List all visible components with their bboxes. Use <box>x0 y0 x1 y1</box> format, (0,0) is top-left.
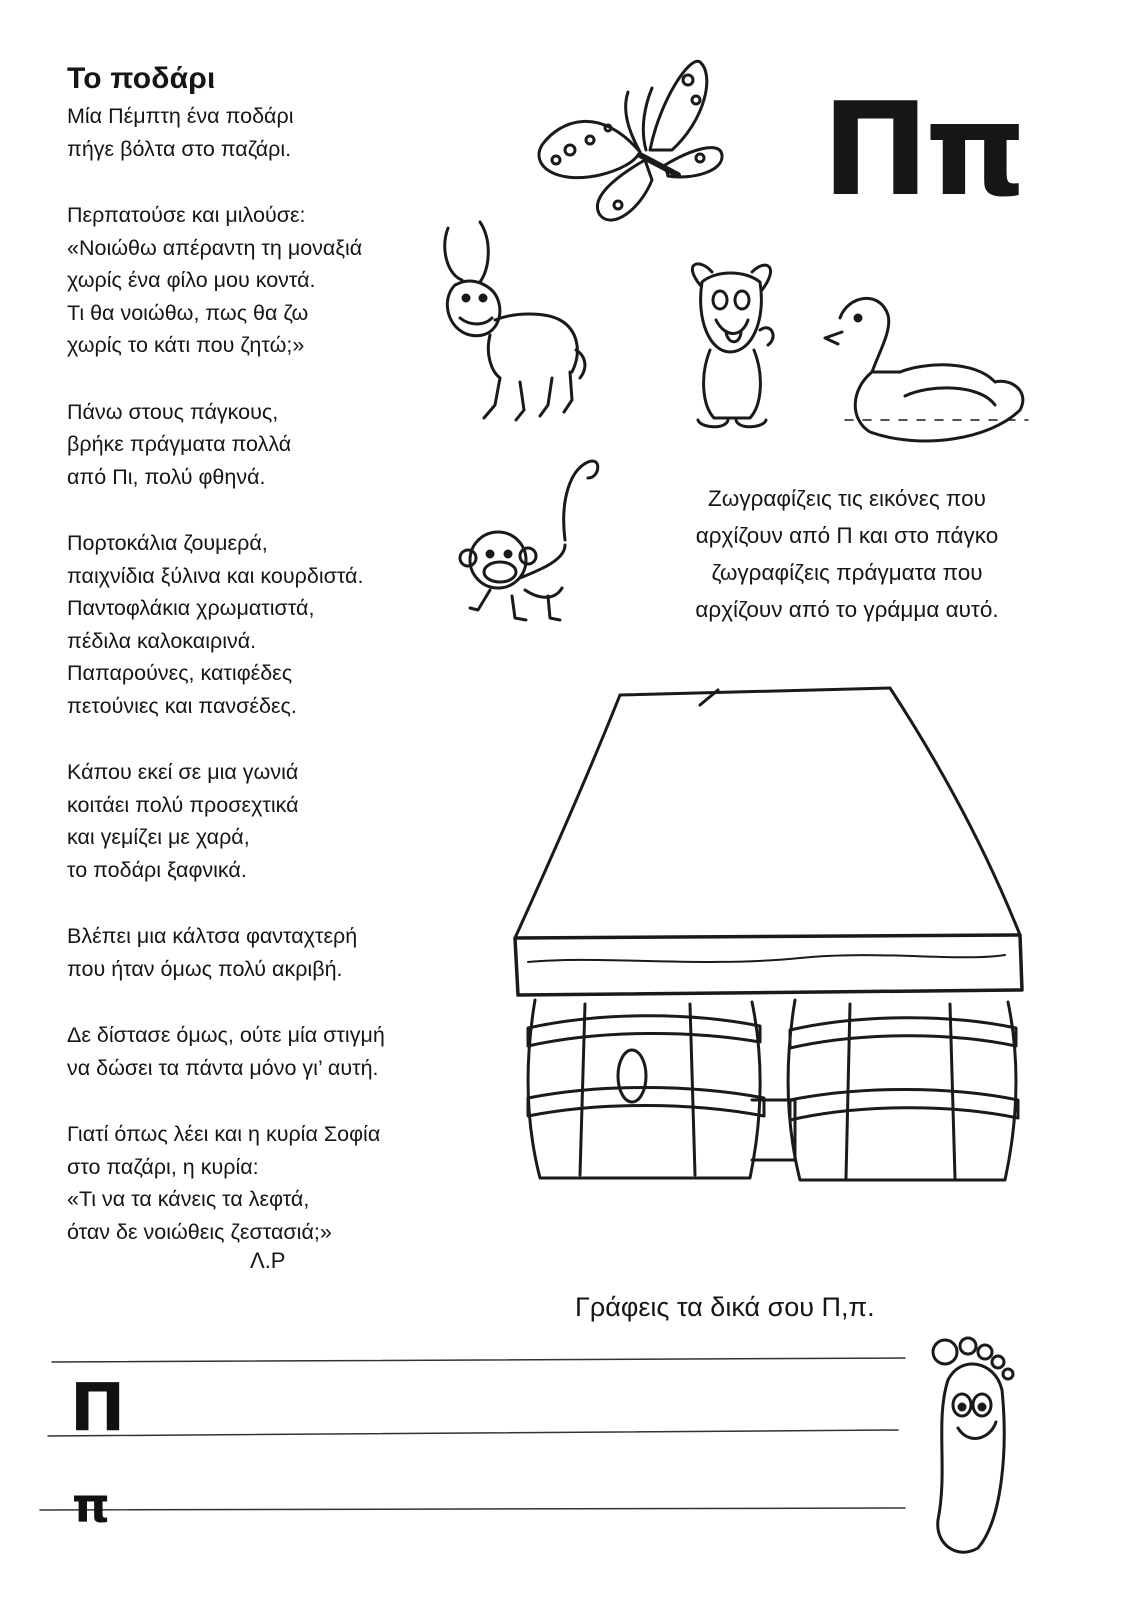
poem-line: Πορτοκάλια ζουμερά, <box>67 531 268 555</box>
write-prompt: Γράφεις τα δικά σου Π,π. <box>575 1292 875 1322</box>
poem-line: Κάπου εκεί σε μια γωνιά <box>67 760 299 784</box>
poem-line: πετούνιες και πανσέδες. <box>67 693 297 718</box>
poem-line: στο παζάρι, η κυρία: <box>67 1154 259 1179</box>
poem-line: από Πι, πολύ φθηνά. <box>67 464 266 489</box>
practice-letter-lowercase: π <box>72 1478 110 1534</box>
poem-title: Το ποδάρι <box>67 62 216 95</box>
poem-author: Λ.Ρ <box>250 1248 286 1273</box>
poem-line: Τι θα νοιώθω, πως θα ζω <box>67 300 309 325</box>
letter-heading: Ππ <box>822 76 1023 225</box>
poem-line: Παντοφλάκια χρωματιστά, <box>67 596 315 620</box>
writing-lines <box>40 1358 905 1510</box>
poem-line: Γιατί όπως λέει και η κυρία Σοφία <box>67 1122 381 1146</box>
practice-letter-uppercase: Π <box>70 1369 126 1446</box>
puppy-illustration <box>692 264 773 427</box>
poem-line: χωρίς ένα φίλο μου κοντά. <box>67 268 316 292</box>
poem-line: και γεμίζει με χαρά, <box>67 825 250 849</box>
poem-line: βρήκε πράγματα πολλά <box>67 432 292 456</box>
poem-line: Περπατούσε και μιλούσε: <box>67 203 306 227</box>
poem-line: Πάνω στους πάγκους, <box>67 399 279 424</box>
poem-line: Δε δίστασε όμως, ούτε μία στιγμή <box>67 1023 385 1047</box>
poem-line: «Νοιώθω απέραντη τη μοναξιά <box>67 235 363 260</box>
poem-line: που ήταν όμως πολύ ακριβή. <box>67 956 343 981</box>
poem-line: να δώσει τα πάντα μόνο γι’ αυτή. <box>67 1055 379 1080</box>
duck-illustration <box>825 298 1028 441</box>
instruction-line: αρχίζουν από Π και στο πάγκο <box>695 523 999 548</box>
monkey-illustration <box>460 461 598 620</box>
donkey-illustration <box>445 222 585 420</box>
poem-line: όταν δε νοιώθεις ζεστασιά;» <box>67 1219 332 1244</box>
poem-line: χωρίς το κάτι που ζητώ;» <box>67 333 305 357</box>
instruction-line: αρχίζουν από το γράμμα αυτό. <box>695 597 999 622</box>
poem-line: πέδιλα καλοκαιρινά. <box>67 628 257 653</box>
poem-line: πήγε βόλτα στο παζάρι. <box>67 136 292 161</box>
poem-line: Παπαρούνες, κατιφέδες <box>67 661 293 685</box>
poem-line: «Τι να τα κάνεις τα λεφτά, <box>67 1187 310 1211</box>
instruction-line: ζωγραφίζεις πράγματα που <box>711 560 983 585</box>
poem-line: κοιτάει πολύ προσεχτικά <box>67 792 299 817</box>
poem-line: Βλέπει μια κάλτσα φανταχτερή <box>67 924 358 948</box>
poem-line: Μία Πέμπτη ένα ποδάρι <box>67 104 294 128</box>
foot-illustration <box>933 1338 1013 1552</box>
market-stall-illustration <box>515 688 1022 1180</box>
butterfly-illustration <box>539 61 722 220</box>
poem-line: παιχνίδια ξύλινα και κουρδιστά. <box>67 563 364 588</box>
poem-line: το ποδάρι ξαφνικά. <box>67 857 247 882</box>
instruction-line: Ζωγραφίζεις τις εικόνες που <box>708 486 986 511</box>
